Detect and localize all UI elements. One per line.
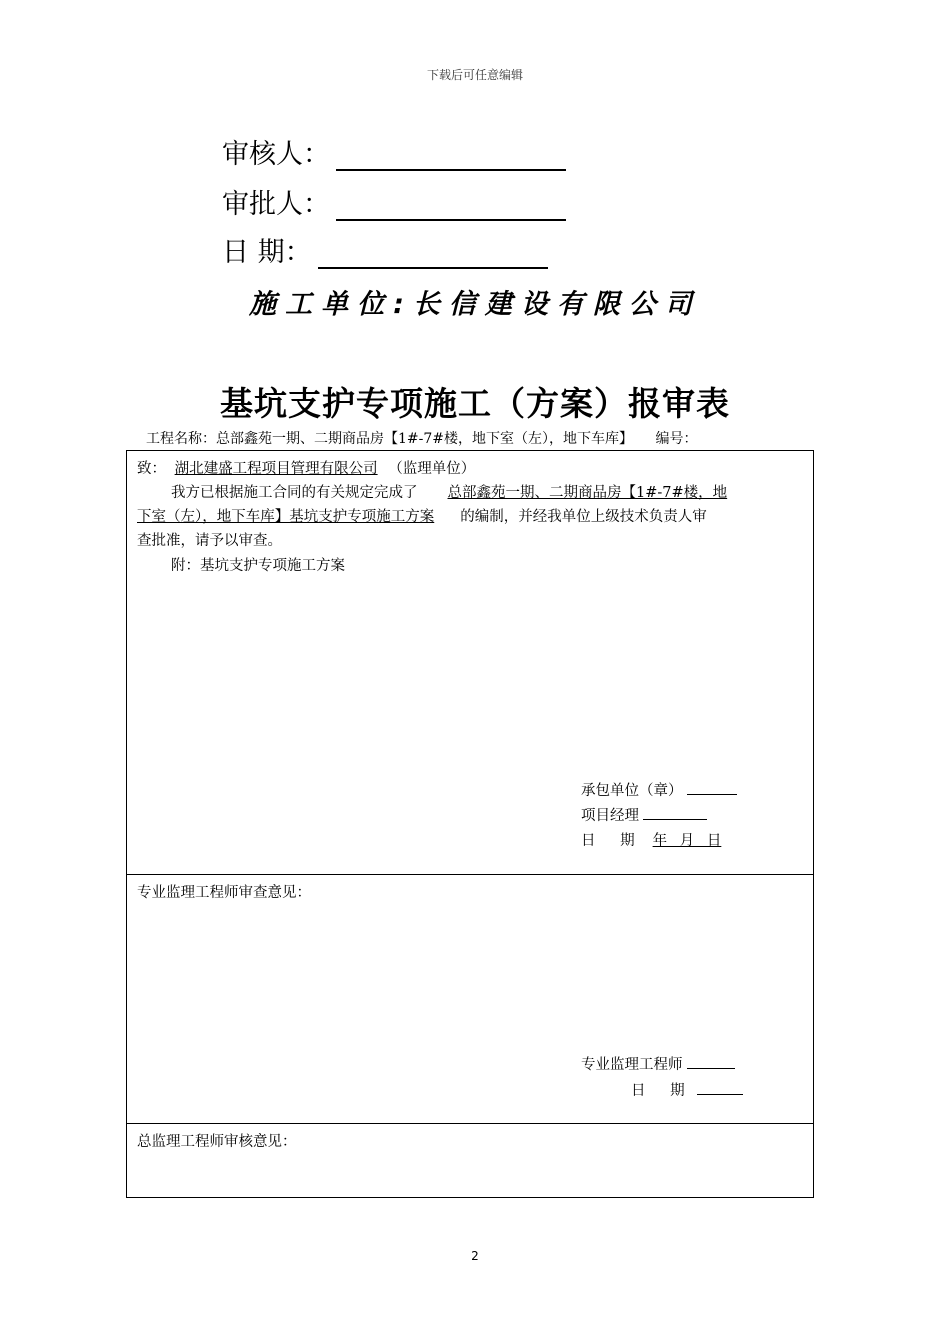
pm-blank <box>643 805 707 820</box>
engineer-line: 专业监理工程师 <box>581 1053 735 1074</box>
pm-line: 项目经理 <box>581 804 707 825</box>
engineer-blank <box>687 1054 735 1069</box>
body-line-2: 下室（左），地下车库】基坑支护专项施工方案 的编制，并经我单位上级技术负责人审 <box>137 509 707 525</box>
date-signature-line <box>222 230 548 269</box>
to-suffix: （监理单位） <box>388 461 476 477</box>
chief-opinion-label: 总监理工程师审核意见： <box>137 1134 297 1150</box>
engineer-opinion-label: 专业监理工程师审查意见： <box>137 885 311 901</box>
page-number: 2 <box>471 1249 479 1263</box>
to-prefix: 致： <box>137 461 166 477</box>
header-note: 下载后可任意编辑 <box>426 68 523 82</box>
approver-label: 审批人： <box>222 189 330 220</box>
project-label: 工程名称：总部鑫苑一期、二期商品房【1#-7#楼，地下室（左），地下车库】 <box>146 431 634 447</box>
row-divider-1 <box>127 874 813 875</box>
reviewer-signature-line <box>222 132 566 171</box>
contractor-blank <box>687 780 737 795</box>
approver-signature-line <box>222 182 566 221</box>
reviewer-blank <box>336 141 566 171</box>
attachment-line: 附：基坑支护专项施工方案 <box>171 558 345 574</box>
sign-date-label: 日 期： <box>222 237 312 268</box>
reviewer-label: 审核人： <box>222 139 330 170</box>
project-name-underlined: 总部鑫苑一期、二期商品房【1#-7#楼，地 <box>447 485 728 501</box>
engineer-date-line: 日 期 <box>631 1079 743 1100</box>
sign-date-blank <box>318 239 548 269</box>
company-name: 施工单位:长信建设有限公司 <box>249 289 701 320</box>
date-ymd: 年 月 日 <box>652 833 722 849</box>
body-line-1: 我方已根据施工合同的有关规定完成了 总部鑫苑一期、二期商品房【1#-7#楼，地 <box>171 485 728 501</box>
row-divider-2 <box>127 1123 813 1124</box>
date-line: 日 期 年 月 日 <box>581 829 725 850</box>
form-title: 基坑支护专项施工（方案）报审表 <box>220 384 730 423</box>
form-table <box>126 450 814 1198</box>
contractor-line: 承包单位（章） <box>581 779 737 800</box>
number-label: 编号： <box>655 431 698 447</box>
body-line-3: 查批准，请予以审查。 <box>137 533 282 549</box>
to-line <box>137 457 475 478</box>
to-unit: 湖北建盛工程项目管理有限公司 <box>174 461 378 477</box>
approver-blank <box>336 191 566 221</box>
engineer-date-blank <box>697 1080 743 1095</box>
project-line <box>146 428 697 448</box>
